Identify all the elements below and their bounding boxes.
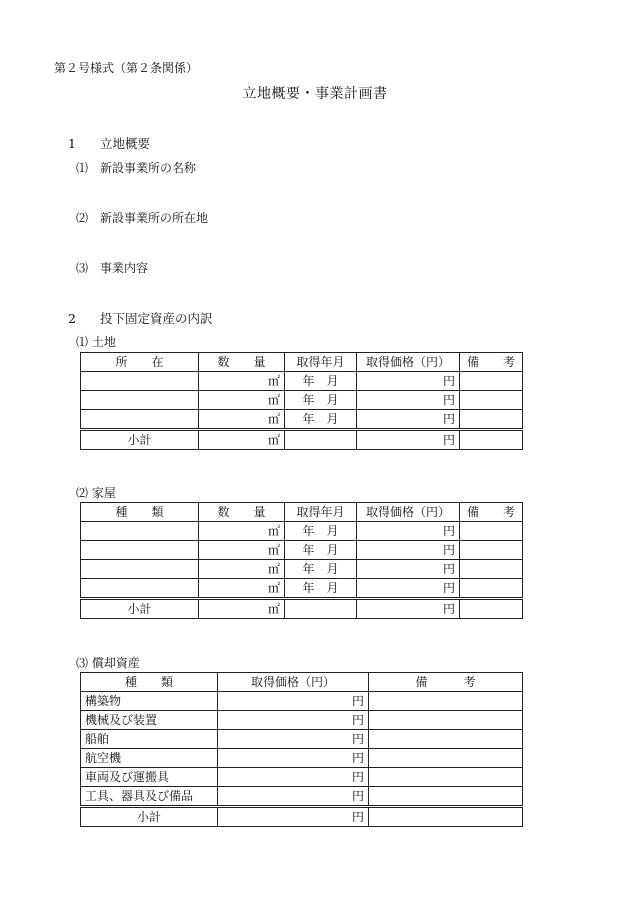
date-cell[interactable]: 年 月 bbox=[285, 560, 357, 579]
date-cell bbox=[285, 430, 357, 450]
date-cell[interactable]: 年 月 bbox=[285, 410, 357, 430]
asset-type-cell: 機械及び装置 bbox=[81, 711, 218, 730]
subtotal-label: 小計 bbox=[81, 807, 218, 827]
table-row bbox=[81, 711, 523, 730]
subtotal-label: 小計 bbox=[81, 430, 199, 450]
document-title: 立地概要・事業計画書 bbox=[242, 86, 388, 102]
quantity-cell[interactable]: ㎡ bbox=[199, 560, 285, 579]
header-remarks: 備 考 bbox=[460, 353, 523, 372]
land-heading: ⑴ 土地 bbox=[76, 335, 116, 349]
price-cell[interactable]: 円 bbox=[218, 749, 369, 768]
header-remarks: 備 考 bbox=[369, 673, 523, 692]
remarks-cell[interactable] bbox=[369, 711, 523, 730]
table-row bbox=[81, 749, 523, 768]
quantity-cell[interactable]: ㎡ bbox=[199, 372, 285, 391]
remarks-cell[interactable] bbox=[460, 372, 523, 391]
section-2-heading bbox=[68, 309, 213, 327]
location-cell[interactable] bbox=[81, 372, 199, 391]
header-quantity: 数 量 bbox=[199, 353, 285, 372]
table-row bbox=[81, 522, 523, 541]
remarks-cell[interactable] bbox=[460, 430, 523, 450]
asset-type-cell: 工具、器具及び備品 bbox=[81, 787, 218, 807]
remarks-cell[interactable] bbox=[460, 391, 523, 410]
item-number: ⑴ bbox=[76, 161, 89, 175]
price-cell[interactable]: 円 bbox=[357, 522, 460, 541]
header-acquired-date: 取得年月 bbox=[285, 503, 357, 522]
type-cell[interactable] bbox=[81, 579, 199, 599]
item-label: 事業内容 bbox=[100, 261, 149, 275]
table-row bbox=[81, 787, 523, 807]
date-cell bbox=[285, 599, 357, 619]
section-1-title: 立地概要 bbox=[100, 136, 151, 151]
header-acquired-date: 取得年月 bbox=[285, 353, 357, 372]
header-acquired-price: 取得価格（円） bbox=[357, 353, 460, 372]
price-cell[interactable]: 円 bbox=[357, 372, 460, 391]
date-cell[interactable]: 年 月 bbox=[285, 579, 357, 599]
section-1-item-business bbox=[76, 259, 148, 276]
section-1-heading bbox=[68, 134, 150, 152]
price-cell[interactable]: 円 bbox=[357, 599, 460, 619]
price-cell[interactable]: 円 bbox=[357, 579, 460, 599]
quantity-cell[interactable]: ㎡ bbox=[199, 430, 285, 450]
price-cell[interactable]: 円 bbox=[357, 560, 460, 579]
remarks-cell[interactable] bbox=[369, 749, 523, 768]
table-row bbox=[81, 730, 523, 749]
item-number: ⑵ bbox=[76, 211, 89, 225]
section-1-number: 1 bbox=[68, 136, 76, 151]
depreciable-heading: ⑶ 償却資産 bbox=[76, 656, 140, 670]
remarks-cell[interactable] bbox=[460, 599, 523, 619]
depreciable-table bbox=[80, 672, 523, 827]
date-cell[interactable]: 年 月 bbox=[285, 372, 357, 391]
table-row bbox=[81, 560, 523, 579]
asset-type-cell: 航空機 bbox=[81, 749, 218, 768]
subtotal-row bbox=[81, 599, 523, 619]
remarks-cell[interactable] bbox=[460, 560, 523, 579]
asset-type-cell: 船舶 bbox=[81, 730, 218, 749]
table-row bbox=[81, 391, 523, 410]
quantity-cell[interactable]: ㎡ bbox=[199, 391, 285, 410]
remarks-cell[interactable] bbox=[369, 730, 523, 749]
building-heading: ⑵ 家屋 bbox=[76, 486, 116, 500]
table-row bbox=[81, 410, 523, 430]
header-quantity: 数 量 bbox=[199, 503, 285, 522]
section-1-item-location bbox=[76, 209, 208, 226]
price-cell[interactable]: 円 bbox=[218, 787, 369, 807]
land-table bbox=[80, 352, 523, 450]
item-label: 新設事業所の所在地 bbox=[100, 211, 209, 225]
building-table bbox=[80, 502, 523, 619]
remarks-cell[interactable] bbox=[460, 522, 523, 541]
section-1-item-name bbox=[76, 159, 196, 176]
price-cell[interactable]: 円 bbox=[357, 410, 460, 430]
price-cell[interactable]: 円 bbox=[357, 430, 460, 450]
date-cell[interactable]: 年 月 bbox=[285, 522, 357, 541]
price-cell[interactable]: 円 bbox=[357, 541, 460, 560]
header-type: 種 類 bbox=[81, 503, 199, 522]
item-label: 新設事業所の名称 bbox=[100, 161, 197, 175]
type-cell[interactable] bbox=[81, 522, 199, 541]
quantity-cell[interactable]: ㎡ bbox=[199, 599, 285, 619]
type-cell[interactable] bbox=[81, 541, 199, 560]
header-acquired-price: 取得価格（円） bbox=[218, 673, 369, 692]
quantity-cell[interactable]: ㎡ bbox=[199, 541, 285, 560]
remarks-cell[interactable] bbox=[460, 410, 523, 430]
location-cell[interactable] bbox=[81, 391, 199, 410]
header-location: 所 在 bbox=[81, 353, 199, 372]
subtotal-row bbox=[81, 807, 523, 827]
quantity-cell[interactable]: ㎡ bbox=[199, 579, 285, 599]
table-header-row bbox=[81, 503, 523, 522]
price-cell[interactable]: 円 bbox=[218, 692, 369, 711]
asset-type-cell: 車両及び運搬具 bbox=[81, 768, 218, 787]
section-2-number: 2 bbox=[68, 311, 76, 326]
quantity-cell[interactable]: ㎡ bbox=[199, 522, 285, 541]
remarks-cell[interactable] bbox=[460, 579, 523, 599]
quantity-cell[interactable]: ㎡ bbox=[199, 410, 285, 430]
table-row bbox=[81, 579, 523, 599]
table-row bbox=[81, 541, 523, 560]
section-2-title: 投下固定資産の内訳 bbox=[100, 311, 213, 326]
remarks-cell[interactable] bbox=[369, 787, 523, 807]
price-cell[interactable]: 円 bbox=[218, 807, 369, 827]
form-number: 第２号様式（第２条関係） bbox=[54, 61, 199, 75]
header-acquired-price: 取得価格（円） bbox=[357, 503, 460, 522]
table-row bbox=[81, 372, 523, 391]
type-cell[interactable] bbox=[81, 560, 199, 579]
header-type: 種 類 bbox=[81, 673, 218, 692]
price-cell[interactable]: 円 bbox=[357, 391, 460, 410]
remarks-cell[interactable] bbox=[369, 807, 523, 827]
location-cell[interactable] bbox=[81, 410, 199, 430]
remarks-cell[interactable] bbox=[369, 692, 523, 711]
date-cell[interactable]: 年 月 bbox=[285, 391, 357, 410]
date-cell[interactable]: 年 月 bbox=[285, 541, 357, 560]
price-cell[interactable]: 円 bbox=[218, 730, 369, 749]
table-row bbox=[81, 768, 523, 787]
price-cell[interactable]: 円 bbox=[218, 768, 369, 787]
table-header-row bbox=[81, 353, 523, 372]
table-header-row bbox=[81, 673, 523, 692]
item-number: ⑶ bbox=[76, 261, 89, 275]
price-cell[interactable]: 円 bbox=[218, 711, 369, 730]
subtotal-row bbox=[81, 430, 523, 450]
asset-type-cell: 構築物 bbox=[81, 692, 218, 711]
remarks-cell[interactable] bbox=[460, 541, 523, 560]
table-row bbox=[81, 692, 523, 711]
remarks-cell[interactable] bbox=[369, 768, 523, 787]
subtotal-label: 小計 bbox=[81, 599, 199, 619]
header-remarks: 備 考 bbox=[460, 503, 523, 522]
